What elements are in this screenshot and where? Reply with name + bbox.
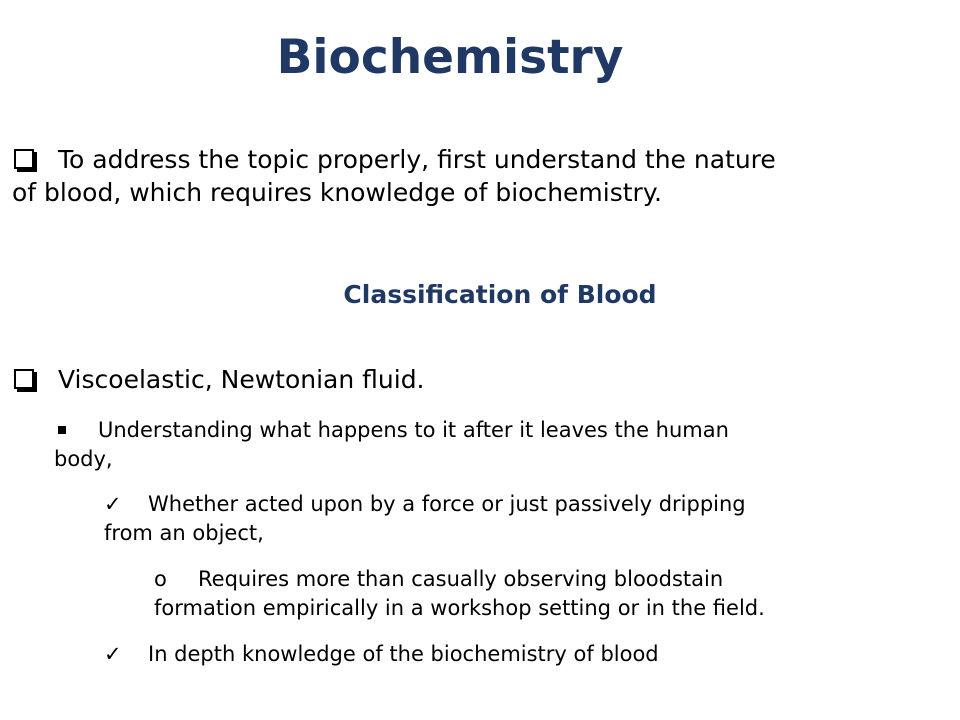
- section-heading: Classification of Blood: [343, 280, 657, 309]
- bullet-level-3a-line-2: from an object,: [104, 520, 264, 545]
- bullet-level-1-text: Viscoelastic, Newtonian fluid.: [58, 365, 425, 394]
- slide-title: Biochemistry: [276, 30, 624, 85]
- bullet-level-4-line-2: formation empirically in a workshop setting or in the field.: [154, 595, 765, 620]
- hollow-square-bullet-icon: [14, 149, 34, 169]
- bullet-level-2-line-2: body,: [54, 446, 113, 471]
- bullet-level-1: [12, 364, 942, 397]
- intro-line-2: of blood, which requires knowledge of biochemistry.: [12, 177, 662, 207]
- checkmark-bullet-icon: ✓: [104, 642, 122, 666]
- bullet-level-4: [154, 565, 934, 622]
- filled-square-bullet-icon: [58, 426, 66, 434]
- bullet-level-3a: [104, 490, 924, 547]
- circle-bullet-icon: o: [154, 567, 167, 591]
- intro-line-1: To address the topic properly, first understand the nature: [58, 145, 776, 174]
- bullet-level-4-line-1: Requires more than casually observing bloodstain: [198, 567, 724, 591]
- bullet-level-3a-line-1: Whether acted upon by a force or just passively dripping: [148, 492, 746, 516]
- bullet-level-3b-text: In depth knowledge of the biochemistry of blood: [148, 642, 659, 666]
- bullet-level-2-line-1: Understanding what happens to it after it leaves the human: [98, 418, 729, 442]
- bullet-level-2: [54, 416, 938, 473]
- checkmark-bullet-icon: ✓: [104, 492, 122, 516]
- intro-paragraph: [12, 144, 942, 209]
- hollow-square-bullet-icon: [14, 369, 34, 389]
- bullet-level-3b: [104, 640, 924, 669]
